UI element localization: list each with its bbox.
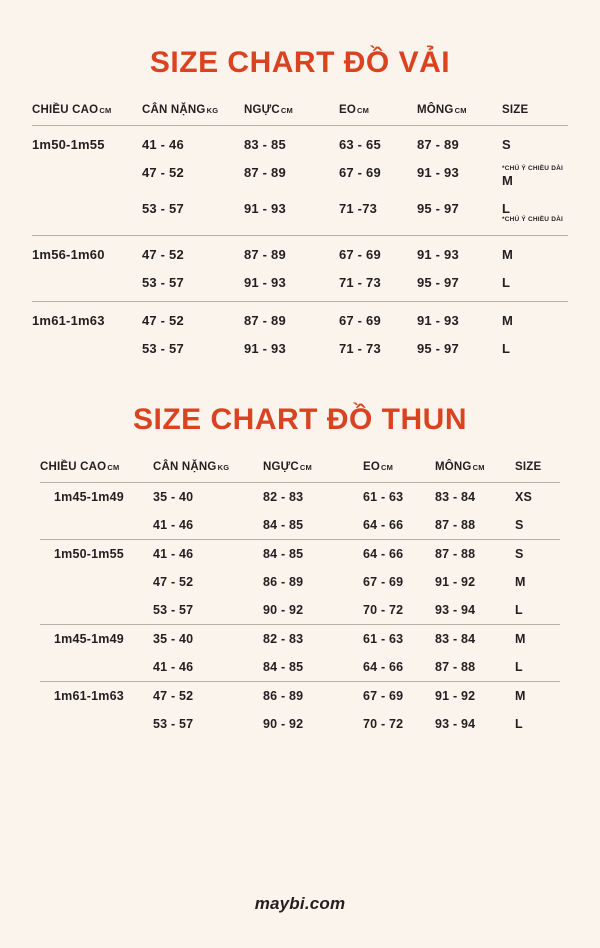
cell-weight: 47 - 52 bbox=[142, 165, 184, 180]
table-row bbox=[40, 624, 560, 653]
cell-hip: 93 - 94 bbox=[435, 596, 515, 625]
cell-hip: 95 - 97 bbox=[417, 269, 502, 302]
cell-height: 1m45-1m49 bbox=[54, 489, 124, 504]
table-row bbox=[40, 511, 560, 540]
cell-size: L bbox=[515, 596, 560, 625]
cell-bust: 84 - 85 bbox=[263, 511, 363, 540]
cell-waist: 70 - 72 bbox=[363, 716, 404, 731]
cell-waist: 71 - 73 bbox=[339, 269, 417, 302]
table-row bbox=[32, 195, 568, 236]
cell-hip: 87 - 88 bbox=[435, 546, 476, 561]
table-row bbox=[32, 302, 568, 335]
cell-weight: 53 - 57 bbox=[142, 195, 244, 236]
page-title-do-vai: SIZE CHART ĐỒ VẢI bbox=[149, 46, 451, 79]
size-note: *CHÚ Ý CHIỀU DÀI bbox=[502, 165, 563, 172]
cell-hip: 95 - 97 bbox=[417, 341, 459, 356]
cell-weight: 41 - 46 bbox=[153, 653, 263, 682]
cell-height bbox=[32, 269, 142, 302]
cell-waist: 61 - 63 bbox=[363, 489, 404, 504]
cell-hip: 83 - 84 bbox=[435, 489, 476, 504]
column-header-hip: MÔNGCM bbox=[417, 104, 502, 126]
cell-weight: 53 - 57 bbox=[153, 716, 194, 731]
cell-hip: 93 - 94 bbox=[435, 716, 476, 731]
column-header-waist: EOCM bbox=[363, 461, 435, 483]
column-header-size: SIZE bbox=[502, 104, 568, 126]
cell-size: S bbox=[502, 137, 511, 152]
cell-bust: 87 - 89 bbox=[244, 247, 286, 262]
table-row bbox=[40, 681, 560, 710]
cell-waist: 70 - 72 bbox=[363, 596, 435, 625]
cell-size-value: L bbox=[502, 201, 511, 216]
cell-height bbox=[32, 195, 142, 236]
column-header-hip: MÔNGCM bbox=[435, 461, 515, 483]
cell-weight: 47 - 52 bbox=[142, 313, 184, 328]
cell-size: L bbox=[502, 341, 511, 356]
cell-height bbox=[32, 335, 142, 363]
cell-bust: 91 - 93 bbox=[244, 341, 286, 356]
cell-waist: 71 - 73 bbox=[339, 341, 381, 356]
cell-height: 1m61-1m63 bbox=[32, 313, 105, 328]
cell-bust: 86 - 89 bbox=[263, 574, 304, 589]
cell-waist: 71 -73 bbox=[339, 195, 417, 236]
cell-weight: 41 - 46 bbox=[153, 511, 263, 540]
cell-weight: 47 - 52 bbox=[153, 688, 194, 703]
cell-bust: 83 - 85 bbox=[244, 137, 286, 152]
table-row bbox=[40, 539, 560, 568]
table-header-row bbox=[40, 461, 560, 483]
cell-waist: 64 - 66 bbox=[363, 546, 404, 561]
cell-bust: 84 - 85 bbox=[263, 546, 304, 561]
cell-bust: 84 - 85 bbox=[263, 653, 363, 682]
cell-bust: 87 - 89 bbox=[244, 313, 286, 328]
cell-hip: 91 - 93 bbox=[417, 165, 459, 180]
cell-hip: 87 - 88 bbox=[435, 653, 515, 682]
cell-hip: 87 - 88 bbox=[435, 511, 515, 540]
cell-height bbox=[40, 511, 153, 540]
cell-size: L bbox=[502, 269, 568, 302]
cell-waist: 64 - 66 bbox=[363, 653, 435, 682]
cell-weight: 47 - 52 bbox=[142, 247, 184, 262]
column-header-weight: CÂN NẶNGKG bbox=[142, 104, 244, 126]
cell-waist: 61 - 63 bbox=[363, 631, 404, 646]
page-title-do-thun: SIZE CHART ĐỒ THUN bbox=[133, 402, 467, 436]
cell-hip: 91 - 92 bbox=[435, 574, 476, 589]
table-row bbox=[32, 269, 568, 302]
table-row bbox=[40, 482, 560, 511]
table-row bbox=[40, 653, 560, 682]
cell-weight: 47 - 52 bbox=[153, 574, 194, 589]
cell-waist: 67 - 69 bbox=[339, 247, 381, 262]
column-header-bust: NGỰCCM bbox=[263, 461, 363, 483]
cell-weight: 41 - 46 bbox=[153, 546, 194, 561]
cell-bust: 90 - 92 bbox=[263, 596, 363, 625]
cell-size: XS bbox=[515, 489, 533, 504]
cell-hip: 91 - 93 bbox=[417, 313, 459, 328]
cell-size: L bbox=[515, 653, 560, 682]
cell-waist: 67 - 69 bbox=[363, 574, 404, 589]
table-row bbox=[40, 710, 560, 738]
cell-size: L bbox=[515, 716, 523, 731]
size-table-do-thun bbox=[40, 461, 560, 738]
cell-bust: 87 - 89 bbox=[244, 165, 286, 180]
cell-size: M bbox=[502, 313, 514, 328]
column-header-size: SIZE bbox=[515, 461, 560, 483]
cell-height: 1m50-1m55 bbox=[32, 137, 105, 152]
cell-size: S bbox=[515, 546, 524, 561]
cell-height bbox=[40, 653, 153, 682]
cell-bust: 86 - 89 bbox=[263, 688, 304, 703]
column-header-bust: NGỰCCM bbox=[244, 104, 339, 126]
cell-weight: 35 - 40 bbox=[153, 489, 194, 504]
cell-hip: 95 - 97 bbox=[417, 195, 502, 236]
cell-size bbox=[502, 159, 568, 195]
column-header-waist: EOCM bbox=[339, 104, 417, 126]
cell-bust: 91 - 93 bbox=[244, 269, 339, 302]
column-header-height: CHIỀU CAOCM bbox=[32, 104, 142, 126]
cell-weight: 35 - 40 bbox=[153, 631, 194, 646]
cell-waist: 67 - 69 bbox=[339, 313, 381, 328]
cell-bust: 91 - 93 bbox=[244, 195, 339, 236]
cell-weight: 53 - 57 bbox=[153, 596, 263, 625]
cell-hip: 91 - 92 bbox=[435, 688, 476, 703]
cell-height bbox=[40, 596, 153, 625]
cell-height: 1m56-1m60 bbox=[32, 247, 105, 262]
cell-height: 1m45-1m49 bbox=[54, 631, 124, 646]
cell-weight: 41 - 46 bbox=[142, 137, 184, 152]
cell-height: 1m50-1m55 bbox=[54, 546, 124, 561]
cell-bust: 82 - 83 bbox=[263, 489, 304, 504]
cell-hip: 91 - 93 bbox=[417, 247, 459, 262]
cell-height bbox=[40, 568, 153, 596]
size-table-do-vai bbox=[32, 104, 568, 363]
column-header-weight: CÂN NẶNGKG bbox=[153, 461, 263, 483]
cell-weight: 53 - 57 bbox=[142, 269, 244, 302]
size-note-2: *CHÚ Ý CHIỀU DÀI bbox=[502, 216, 563, 223]
table-row bbox=[40, 596, 560, 625]
cell-waist: 67 - 69 bbox=[363, 688, 404, 703]
cell-size-value: M bbox=[502, 173, 514, 188]
cell-height: 1m61-1m63 bbox=[54, 688, 124, 703]
cell-hip: 87 - 89 bbox=[417, 137, 459, 152]
table-row bbox=[32, 159, 568, 195]
table-row bbox=[32, 126, 568, 159]
table-row bbox=[32, 335, 568, 363]
cell-size: M bbox=[515, 688, 526, 703]
cell-waist: 64 - 66 bbox=[363, 511, 435, 540]
table-row bbox=[32, 236, 568, 269]
cell-waist: 67 - 69 bbox=[339, 165, 381, 180]
table-row bbox=[40, 568, 560, 596]
cell-height bbox=[40, 710, 153, 738]
cell-hip: 83 - 84 bbox=[435, 631, 476, 646]
cell-size bbox=[502, 195, 568, 236]
column-header-height: CHIỀU CAOCM bbox=[40, 461, 153, 483]
cell-size: M bbox=[502, 247, 514, 262]
table-header-row bbox=[32, 104, 568, 126]
footer-brand: maybi.com bbox=[254, 894, 346, 913]
cell-height bbox=[32, 159, 142, 195]
cell-bust: 82 - 83 bbox=[263, 631, 304, 646]
cell-waist: 63 - 65 bbox=[339, 137, 381, 152]
cell-weight: 53 - 57 bbox=[142, 341, 184, 356]
cell-size: M bbox=[515, 574, 526, 589]
cell-size: S bbox=[515, 511, 560, 540]
size-chart-page bbox=[0, 48, 600, 948]
cell-bust: 90 - 92 bbox=[263, 716, 304, 731]
cell-size: M bbox=[515, 631, 526, 646]
